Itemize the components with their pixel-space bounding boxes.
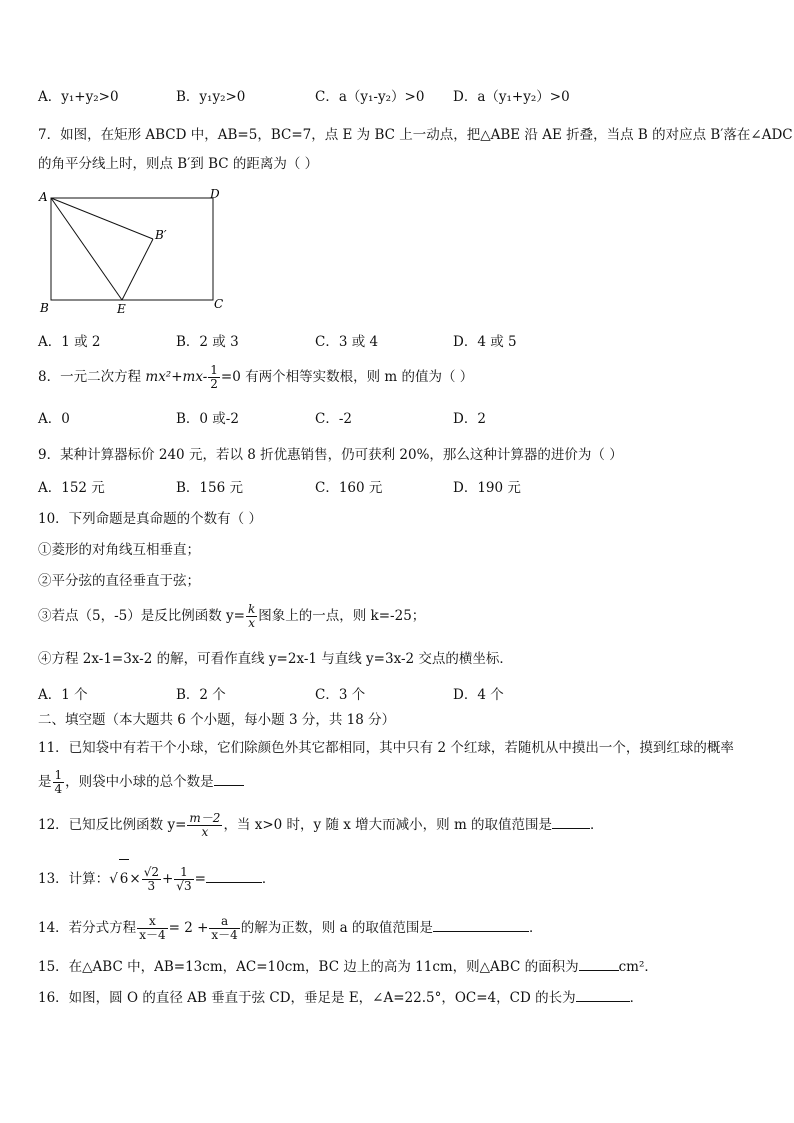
q12-end: ． bbox=[590, 817, 604, 833]
q9-option-b: B．156 元 bbox=[176, 480, 243, 496]
q13-stem bbox=[38, 859, 275, 898]
q10-option-b: B．2 个 bbox=[176, 687, 226, 703]
q11-fraction bbox=[53, 769, 65, 796]
q14-post: 的解为正数，则 a 的取值范围是 bbox=[240, 920, 433, 936]
q15-answer-blank[interactable] bbox=[579, 957, 619, 971]
q12-frac-den: x bbox=[201, 825, 209, 839]
q14-fraction2 bbox=[209, 915, 239, 942]
segment-ae bbox=[51, 198, 122, 300]
q7-stem-line1: 7．如图，在矩形 ABCD 中，AB=5，BC=7，点 E 为 BC 上一动点，把△ABE 沿 AE 折叠，当点 B 的对应点 B′落在∠ADC bbox=[38, 127, 793, 143]
q7-option-a: A．1 或 2 bbox=[38, 334, 101, 350]
q6-option-c: C．a（y₁-y₂）>0 bbox=[315, 89, 425, 105]
q8-post: =0 有两个相等实数根，则 m 的值为（ ） bbox=[220, 369, 474, 385]
label-c: C bbox=[214, 297, 224, 311]
q8-frac-den: 2 bbox=[210, 377, 218, 391]
q10-item3-num: k bbox=[247, 602, 256, 616]
label-a: A bbox=[39, 190, 48, 204]
q13-eq: = bbox=[194, 871, 206, 887]
q8-option-b: B．0 或-2 bbox=[176, 411, 239, 427]
q12-post: ，当 x>0 时，y 随 x 增大而减小，则 m 的取值范围是 bbox=[223, 817, 553, 833]
q12-fraction bbox=[187, 812, 222, 839]
q14-pre: 14．若分式方程 bbox=[38, 920, 137, 936]
q10-item3-den: x bbox=[248, 616, 256, 630]
q7-option-b: B．2 或 3 bbox=[176, 334, 239, 350]
q8-option-a: A．0 bbox=[38, 411, 70, 427]
q15-stem bbox=[38, 957, 658, 976]
segment-b-prime-e bbox=[122, 239, 153, 300]
q13-fraction2 bbox=[174, 866, 193, 893]
q8-expr: mx²+mx- bbox=[145, 369, 208, 385]
q16-end: ． bbox=[629, 990, 644, 1006]
q8-pre: 8．一元二次方程 bbox=[38, 369, 146, 385]
q11-answer-blank[interactable] bbox=[214, 772, 244, 786]
q8-frac-num: 1 bbox=[210, 363, 218, 377]
q16-text: 16．如图，圆 O 的直径 AB 垂直于弦 CD，垂足是 E，∠A=22.5°，OC=4，CD 的长为 bbox=[38, 990, 576, 1006]
q12-pre: 12．已知反比例函数 y= bbox=[38, 817, 187, 833]
q13-answer-blank[interactable] bbox=[206, 869, 262, 883]
q14-frac2-num: a bbox=[209, 915, 239, 929]
segment-ab-prime bbox=[51, 198, 153, 239]
q12-frac-num: m－2 bbox=[189, 811, 221, 825]
q10-item3 bbox=[38, 599, 425, 633]
q7-stem-line2: 的角平分线上时，则点 B′到 BC 的距离为（ ） bbox=[38, 156, 319, 172]
q14-fraction1 bbox=[137, 915, 167, 942]
q7-option-d: D．4 或 5 bbox=[453, 334, 517, 350]
label-b-prime: B′ bbox=[155, 228, 167, 242]
q16-stem bbox=[38, 988, 643, 1007]
q13-frac2-num: 1 bbox=[174, 866, 193, 880]
q8-stem bbox=[38, 360, 473, 394]
section-2-heading: 二、填空题（本大题共 6 个小题，每小题 3 分，共 18 分） bbox=[38, 712, 396, 728]
q13-sqrt6: 6 bbox=[119, 859, 130, 898]
q10-option-c: C．3 个 bbox=[315, 687, 366, 703]
q16-answer-blank[interactable] bbox=[576, 988, 630, 1002]
q8-option-c: C．-2 bbox=[315, 411, 352, 427]
q9-option-d: D．190 元 bbox=[453, 480, 521, 496]
q13-fraction1 bbox=[142, 866, 161, 893]
q15-text: 15．在△ABC 中，AB=13cm，AC=10cm，BC 边上的高为 11cm，则△ABC 的面积为 bbox=[38, 959, 579, 975]
label-b: B bbox=[40, 301, 49, 315]
q7-figure bbox=[36, 186, 236, 316]
q13-frac1-num: √2 bbox=[143, 865, 159, 879]
q10-option-a: A．1 个 bbox=[38, 687, 88, 703]
q14-frac1-num: x bbox=[137, 915, 167, 929]
label-d: D bbox=[210, 187, 220, 201]
q7-option-c: C．3 或 4 bbox=[315, 334, 379, 350]
q8-fraction bbox=[208, 364, 220, 391]
q13-pre: 13．计算： bbox=[38, 871, 110, 887]
q14-frac1-den: x－4 bbox=[139, 928, 166, 942]
q13-frac2-den: √3 bbox=[176, 879, 192, 893]
q11-frac-num: 1 bbox=[54, 768, 63, 782]
q11-stem-line1: 11．已知袋中有若干个小球，它们除颜色外其它都相同，其中只有 2 个红球，若随机从中摸出一个，摸到红球的概率 bbox=[38, 740, 734, 756]
q9-stem: 9．某种计算器标价 240 元，若以 8 折优惠销售，仍可获利 20%，那么这种计算器的进价为（ ） bbox=[38, 447, 623, 463]
q12-stem bbox=[38, 808, 604, 842]
q10-stem: 10．下列命题是真命题的个数有（ ） bbox=[38, 511, 262, 527]
label-e: E bbox=[117, 302, 126, 316]
q10-item4: ④方程 2x-1=3x-2 的解，可看作直线 y=2x-1 与直线 y=3x-2 交点的横坐标． bbox=[38, 651, 513, 667]
q10-item2: ②平分弦的直径垂直于弦； bbox=[38, 573, 200, 589]
q14-end: ． bbox=[528, 920, 543, 936]
q13-times: × bbox=[129, 871, 141, 887]
q15-end: cm²． bbox=[618, 959, 658, 975]
q11-stem-line2 bbox=[38, 763, 244, 801]
q13-sqrt-sign: √ bbox=[109, 871, 118, 887]
q6-option-d: D．a（y₁+y₂）>0 bbox=[453, 89, 570, 105]
q9-option-c: C．160 元 bbox=[315, 480, 383, 496]
q14-answer-blank[interactable] bbox=[433, 918, 529, 932]
q12-answer-blank[interactable] bbox=[552, 815, 590, 829]
q6-option-b: B．y₁y₂>0 bbox=[176, 89, 246, 105]
q13-end: ． bbox=[261, 871, 276, 887]
q10-item3-post: 图象上的一点，则 k=-25； bbox=[258, 608, 426, 624]
q6-option-a: A．y₁+y₂>0 bbox=[38, 89, 119, 105]
q13-plus: + bbox=[161, 871, 174, 887]
q9-option-a: A．152 元 bbox=[38, 480, 105, 496]
rectangle-abcd bbox=[51, 198, 213, 300]
q14-frac2-den: x－4 bbox=[211, 928, 238, 942]
q10-item1: ①菱形的对角线互相垂直； bbox=[38, 542, 200, 558]
q10-item3-pre: ③若点（5，-5）是反比例函数 y= bbox=[38, 608, 245, 624]
q14-mid: = 2 + bbox=[168, 920, 209, 936]
q11-frac-den: 4 bbox=[54, 782, 63, 796]
q8-option-d: D．2 bbox=[453, 411, 486, 427]
q10-option-d: D．4 个 bbox=[453, 687, 504, 703]
q11-post: ，则袋中小球的总个数是 bbox=[65, 774, 214, 790]
q10-item3-fraction bbox=[246, 603, 257, 630]
q13-frac1-den: 3 bbox=[147, 879, 156, 893]
q11-pre: 是 bbox=[38, 774, 52, 790]
q14-stem bbox=[38, 911, 542, 945]
